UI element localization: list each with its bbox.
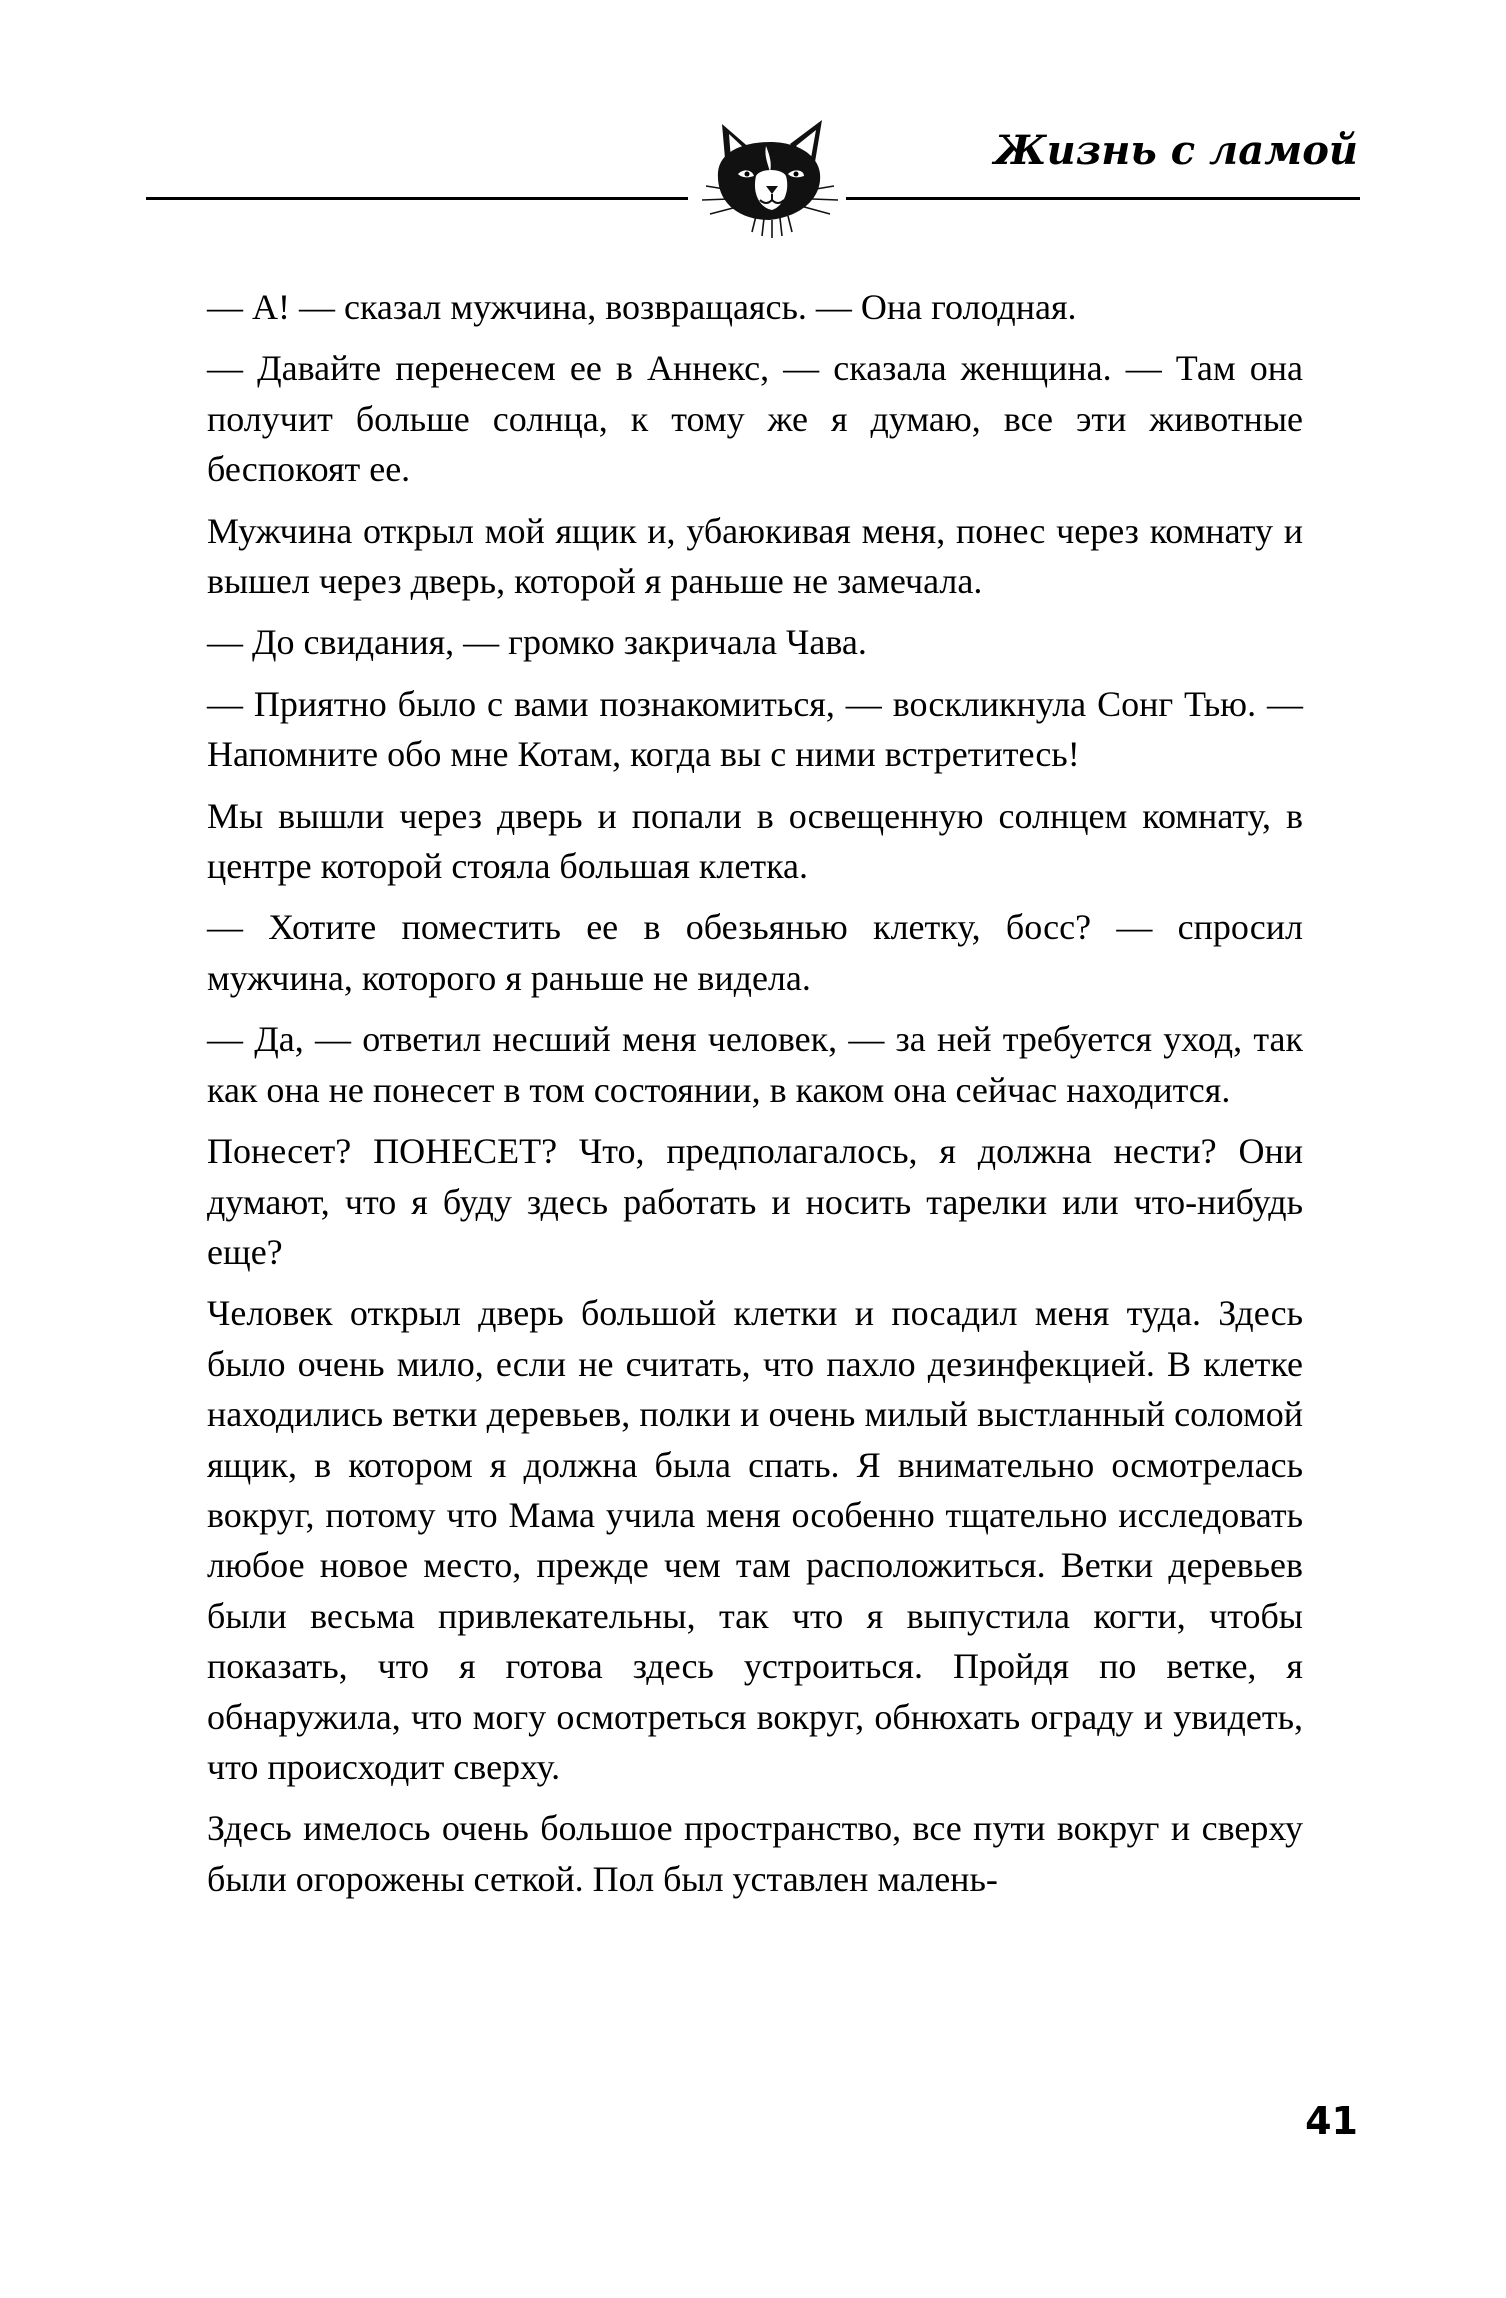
paragraph: — Давайте перенесем ее в Аннекс, — сказала женщина. — Там она получит больше солнца, к тому же я думаю, все эти животные беспокоят ее. (207, 348, 1303, 490)
cat-face-icon (686, 116, 850, 240)
paragraph: Человек открыл дверь большой клетки и посадил меня туда. Здесь было очень мило, если не считать, что пахло дезинфекцией. В клетке находились ветки деревьев, полки и очень милый выстланный соломой ящик, в котором я должна была спать. Я внимательно осмотрелась вокруг, потому что Мама учила меня особенно тщательно исследовать любое новое место, прежде чем там расположиться. Ветки деревьев были весьма привлекательны, так что я выпустила когти, чтобы показать, что я готова здесь устроиться. Пройдя по ветке, я обнаружила, что могу осмотреться вокруг, обнюхать ограду и увидеть, что происходит сверху. (207, 1293, 1303, 1787)
paragraph: — До свидания, — громко закричала Чава. (207, 622, 867, 663)
paragraph: — Да, — ответил несший меня человек, — за ней требуется уход, так как она не понесет в том состоянии, в каком она сейчас находится. (207, 1019, 1303, 1110)
paragraph: Мы вышли через дверь и попали в освещенную солнцем комнату, в центре которой стояла большая клетка. (207, 795, 1303, 887)
running-title: Жизнь с ламой (994, 127, 1358, 174)
paragraph: — А! — сказал мужчина, возвращаясь. — Она голодная. (207, 287, 1077, 327)
body-text (207, 282, 1303, 1915)
header-rule-left (146, 197, 688, 200)
header-rule-right (846, 197, 1360, 200)
paragraph: Здесь имелось очень большое пространство, все пути вокруг и сверху были огорожены сеткой. Пол был уставлен малень- (207, 1808, 1303, 1899)
paragraph: — Приятно было с вами познакомиться, — воскликнула Сонг Тью. — Напомните обо мне Котам, когда вы с ними встретитесь! (207, 683, 1303, 775)
page-number: 41 (1305, 2099, 1358, 2143)
paragraph: Понесет? ПОНЕСЕТ? Что, предполагалось, я должна нести? Они думают, что я буду здесь работать и носить тарелки или что-нибудь еще? (207, 1131, 1303, 1272)
paragraph: — Хотите поместить ее в обезьянью клетку, босс? — спросил мужчина, которого я раньше не видела. (207, 907, 1303, 998)
page-header (0, 0, 1506, 240)
paragraph: Мужчина открыл мой ящик и, убаюкивая меня, понес через комнату и вышел через дверь, которой я раньше не замечала. (207, 510, 1303, 602)
